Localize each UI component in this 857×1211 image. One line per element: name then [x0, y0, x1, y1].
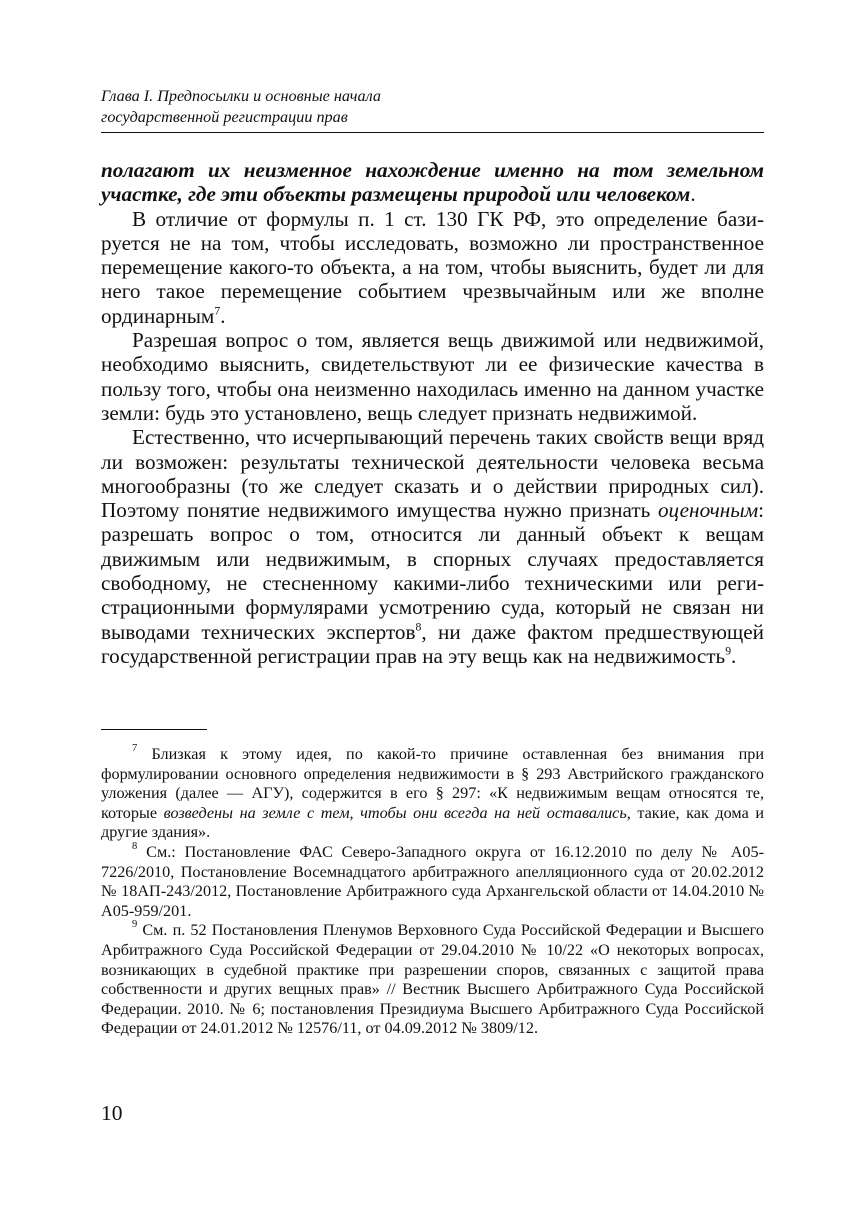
italic-term: оценочным [657, 498, 759, 523]
footnote-number: 7 [132, 743, 138, 755]
footnote-7 [101, 745, 764, 843]
footnote-number: 8 [132, 841, 138, 853]
page-number: 10 [101, 1101, 123, 1125]
main-text [101, 158, 764, 668]
footnote-9 [101, 921, 764, 1039]
paragraph-text: В отличие от формулы п. 1 ст. 130 ГК РФ, это определение базируется не на том, чтобы исследовать, возможно ли пространственное перемещение какого-то объекта, а на том, чтобы выяснить, будет ли для него такое перемещение событием чрезвычайным или же вполне ординарным [101, 206, 764, 328]
footnote-ref-7[interactable]: 7 [214, 304, 221, 318]
paragraph-text: : разрешать вопрос о том, относится ли данный объект к вещам движимым или недвижимым, в спорных случаях предоставляется свободному, не стесненному какими-либо техническими или регистрационными формулярами усмотрению суда, который не связан ни выводами технических экспертов [101, 498, 764, 644]
running-header [101, 86, 764, 133]
paragraph-text: Естественно, что исчерпывающий перечень таких свойств вещи вряд ли возможен: результаты технической деятельности человека весьма многообразны (то же следует сказать и о действии природных сил). Поэтому понятие недвижимого имущества нужно признать [101, 425, 764, 523]
header-line-1: Глава I. Предпосылки и основные начала [101, 87, 381, 105]
footnote-separator [101, 729, 207, 730]
paragraph-end: . [731, 643, 737, 668]
italic-quote: возведены на земле с тем, чтобы они всегда на ней оставались [163, 803, 627, 822]
paragraph-continuation [101, 158, 764, 207]
footnote-ref-8[interactable]: 8 [415, 619, 422, 633]
footnotes [101, 745, 764, 1039]
header-line-2: государственной регистрации прав [101, 108, 348, 126]
paragraph-text: , ни даже фактом предшествующей государственной регистрации прав на эту вещь как на недвижимость [101, 619, 764, 668]
footnote-ref-9[interactable]: 9 [725, 644, 732, 658]
footnote-text: См. п. 52 Постановления Пленумов Верховного Суда Российской Федерации и Высшего Арбитражного Суда Российской Федерации от 29.04.2010 № 10/22 «О некоторых вопросах, возникающих в судебной практике при разрешении споров, связанных с защитой права собственности и других вещных прав» // Вестник Высшего Арбитражного Суда Российской Федерации. 2010. № 6; постановления Президиума Высшего Арбитражного Суда Российской Федерации от 24.01.2012 № 12576/11, от 04.09.2012 № 3809/12. [101, 921, 764, 1038]
footnote-text: , такие, как дома и другие здания». [101, 803, 765, 842]
footnote-8 [101, 843, 764, 921]
footnote-text: См.: Постановление ФАС Северо-Западного округа от 16.12.2010 по делу № А05-7226/2010, Постановление Восемнадцатого арбитражного апелляционного суда от 20.02.2012 № 18АП-243/2012, Постановление Арбитражного суда Архангельской области от 14.04.2010 № А05-959/201. [101, 842, 764, 920]
footnote-text: Близкая к этому идея, по какой-то причине оставленная без внимания при формулировании основного определения недвижимости в § 293 Австрийского гражданского уложения (далее — АГУ), содержится в его § 297: «К недвижимым вещам относятся те, которые [101, 745, 764, 822]
paragraph [101, 207, 764, 328]
paragraph-end: . [220, 303, 226, 328]
footnote-number: 9 [132, 919, 138, 931]
bold-italic-text: полагают их неизменное нахождение именно на том земельном участке, где эти объекты размещены природой или человеком [101, 158, 764, 207]
paragraph-end: . [690, 182, 696, 207]
paragraph [101, 425, 764, 668]
paragraph: Разрешая вопрос о том, является вещь движимой или недвижимой, необходимо выяснить, свидетельствуют ли ее физические качества в пользу того, чтобы она неизменно находилась именно на данном участке земли: будь это установлено, вещь следует признать недвижимой. [101, 328, 764, 425]
